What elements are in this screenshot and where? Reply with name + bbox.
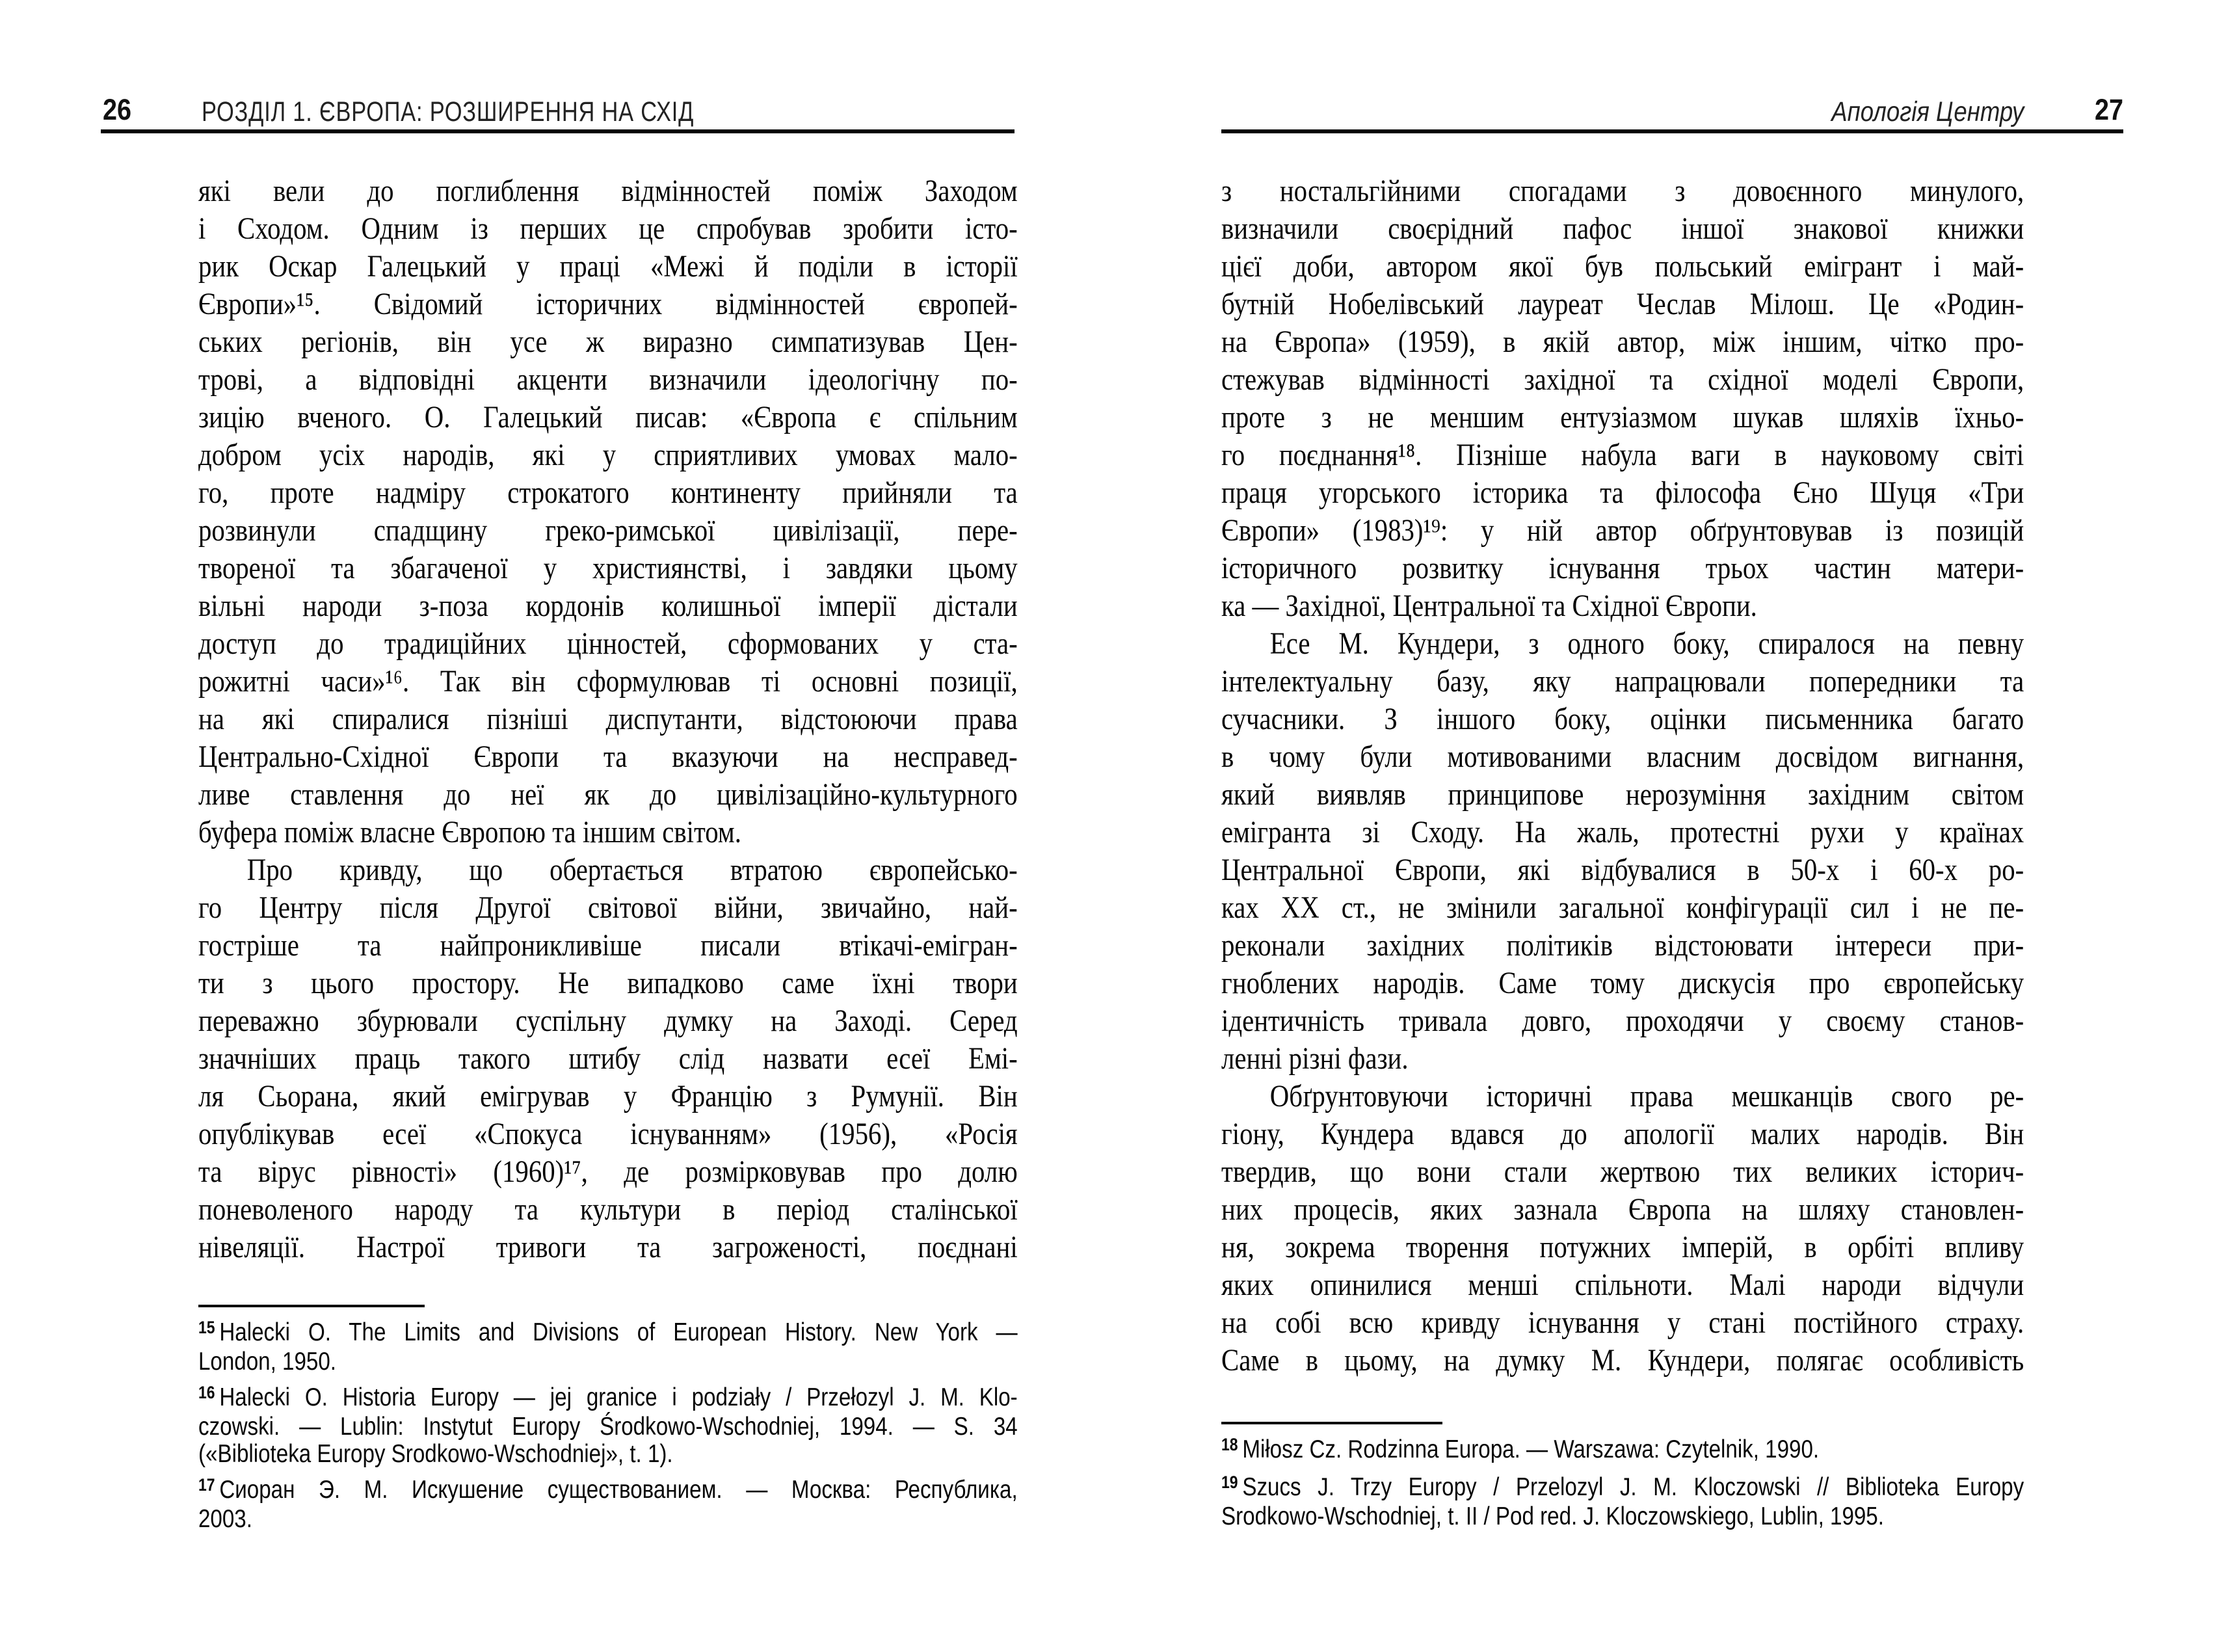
body-line: гіону, Кундера вдався до апології малих народів. Він	[1221, 1117, 2024, 1151]
footnote-line: Srodkowo-Wschodniej, t. II / Pod red. J. Kloczowskiego, Lublin, 1995.	[1221, 1502, 1884, 1530]
footnote	[198, 1384, 1018, 1468]
footnote-separator-left	[198, 1305, 425, 1307]
body-line: буфера поміж власне Європою та іншим світом.	[198, 815, 741, 849]
body-line: проте з не меншим ентузіазмом шукав шляхів їхньо-	[1221, 400, 2024, 434]
running-head-right: Апологія Центру	[1831, 96, 2024, 127]
footnote-line: («Biblioteka Europy Srodkowo-Wschodniej», t. 1).	[198, 1440, 673, 1468]
footnote-number: 18	[1221, 1435, 1238, 1454]
body-line: Європи» (1983)¹⁹: у ній автор обґрунтовував із позицій	[1221, 513, 2024, 548]
body-line: та вірус рівності» (1960)¹⁷, де розмірковував про долю	[198, 1154, 1018, 1189]
body-line: ня, зокрема творення потужних імперій, в орбіті впливу	[1221, 1230, 2024, 1264]
body-line: Центрально-Східної Європи та вказуючи на несправед-	[198, 739, 1018, 774]
body-line: добром усіх народів, які у сприятливих умовах мало-	[198, 438, 1018, 472]
running-head-left: РОЗДІЛ 1. ЄВРОПА: РОЗШИРЕННЯ НА СХІД	[202, 96, 695, 127]
body-line: го, проте надміру строкатого континенту прийняли та	[198, 475, 1018, 510]
body-line: на які спиралися пізніші диспутанти, відстоюючи права	[198, 702, 1018, 736]
body-line: Саме в цьому, на думку М. Кундери, полягає особливість	[1221, 1343, 2024, 1378]
body-line: нівеляції. Настрої тривоги та загроженості, поєднані	[198, 1230, 1018, 1264]
page-number-left: 26	[103, 93, 132, 126]
body-line: них процесів, яких зазнала Європа на шляху становлен-	[1221, 1192, 2024, 1227]
body-line: цієї доби, автором якої був польський емігрант і май-	[1221, 249, 2024, 284]
body-column-right	[1221, 172, 2024, 1379]
body-line: вільні народи з-поза кордонів колишньої імперії дістали	[198, 589, 1018, 623]
footnote-line: $^{15}$ Halecki O. The Limits and Divisions of European History. New York —	[198, 1318, 1018, 1346]
body-line: го Центру після Другої світової війни, звичайно, най-	[198, 890, 1018, 925]
body-line: визначили своєрідний пафос іншої знакової книжки	[1221, 211, 2024, 246]
body-line: ливе ставлення до неї як до цивілізаційно-культурного	[198, 777, 1018, 812]
body-line: з ностальгійними спогадами з довоєнного минулого,	[1221, 174, 2024, 208]
body-line: сучасники. З іншого боку, оцінки письменника багато	[1221, 702, 2024, 736]
body-line: ленні різні фази.	[1221, 1041, 1409, 1076]
body-line: ідентичність тривала довго, проходячи у своєму станов-	[1221, 1004, 2024, 1038]
body-line: ти з цього простору. Не випадково саме їхні твори	[198, 966, 1018, 1000]
body-line: яких опинилися менші спільноти. Малі народи відчули	[1221, 1268, 2024, 1302]
body-line: го поєднання¹⁸. Пізніше набула ваги в науковому світі	[1221, 438, 2024, 472]
body-line: ля Сьорана, який емігрував у Францію з Румунії. Він	[198, 1079, 1018, 1113]
footnote-line: 2003.	[198, 1505, 252, 1533]
body-line: реконали західних політиків відстоювати інтереси при-	[1221, 928, 2024, 963]
body-line: твердив, що вони стали жертвою тих великих історич-	[1221, 1154, 2024, 1189]
footnote-number: 15	[198, 1318, 215, 1337]
header-rule-right	[1221, 129, 2123, 133]
footnote	[1221, 1474, 2024, 1530]
body-line: зицію вченого. О. Галецький писав: «Європа є спільним	[198, 400, 1018, 434]
body-line: в чому були мотивованими власним досвідом вигнання,	[1221, 739, 2024, 774]
footnote-line: $^{18}$ Miłosz Cz. Rodzinna Europa. — Warszawa: Czytelnik, 1990.	[1221, 1435, 1820, 1463]
footnote-separator-right	[1221, 1422, 1442, 1424]
footnote	[1221, 1436, 2024, 1465]
body-line: ських регіонів, він усе ж виразно симпатизував Цен-	[198, 325, 1018, 359]
footnotes-right	[1221, 1436, 2024, 1530]
body-line: Есе М. Кундери, з одного боку, спиралося на певну	[1269, 626, 2024, 661]
header-rule-left	[101, 129, 1015, 133]
footnote-number: 19	[1221, 1472, 1238, 1492]
body-line: історичного розвитку існування трьох частин матери-	[1221, 551, 2024, 585]
body-line: поневоленого народу та культури в період сталінської	[198, 1192, 1018, 1227]
body-line: Обґрунтовуючи історичні права мешканців свого ре-	[1269, 1079, 2024, 1113]
footnote-line: London, 1950.	[198, 1348, 336, 1376]
body-column-left	[198, 172, 1018, 1266]
body-line: стежував відмінності західної та східної моделі Європи,	[1221, 362, 2024, 397]
body-line: рик Оскар Галецький у праці «Межі й поділи в історії	[198, 249, 1018, 284]
body-line: бутній Нобелівський лауреат Чеслав Мілош. Це «Родин-	[1221, 287, 2024, 321]
footnote-number: 17	[198, 1475, 215, 1495]
footnote	[198, 1319, 1018, 1376]
body-line: переважно збурювали суспільну думку на Заході. Серед	[198, 1004, 1018, 1038]
body-line: значніших праць такого штибу слід назвати есеї Емі-	[198, 1041, 1018, 1076]
footnote-line: $^{19}$ Szucs J. Trzy Europy / Przelozyl J. M. Kloczowski // Biblioteka Europy	[1221, 1472, 2024, 1501]
body-line: праця угорського історика та філософа Єно Шуця «Три	[1221, 475, 2024, 510]
footnote	[198, 1476, 1018, 1533]
page-number-right: 27	[2094, 93, 2123, 126]
body-line: ках ХХ ст., не змінили загальної конфігурації сил і не пе-	[1221, 890, 2024, 925]
body-line: Про кривду, що обертається втратою європейсько-	[246, 853, 1018, 887]
body-line: Центральної Європи, які відбувалися в 50-х і 60-х ро-	[1221, 853, 2024, 887]
footnotes-left	[198, 1319, 1018, 1533]
body-line: на собі всю кривду існування у стані постійного страху.	[1221, 1305, 2024, 1340]
body-line: опублікував есеї «Спокуса існуванням» (1956), «Росія	[198, 1117, 1018, 1151]
body-line: інтелектуальну базу, яку напрацювали попередники та	[1221, 664, 2024, 699]
body-line: твореної та збагаченої у християнстві, і завдяки цьому	[198, 551, 1018, 585]
body-line: гостріше та найпроникливіше писали втікачі-емігран-	[198, 928, 1018, 963]
body-line: доступ до традиційних цінностей, сформованих у ста-	[198, 626, 1018, 661]
body-line: емігранта зі Сходу. На жаль, протестні рухи у країнах	[1221, 815, 2024, 849]
body-line: трові, а відповідні акценти визначили ідеологічну по-	[198, 362, 1018, 397]
footnote-number: 16	[198, 1383, 215, 1402]
body-line: які вели до поглиблення відмінностей поміж Заходом	[198, 174, 1018, 208]
body-line: який виявляв принципове нерозуміння західним світом	[1221, 777, 2024, 812]
body-line: розвинули спадщину греко-римської цивілізації, пере-	[198, 513, 1018, 548]
body-line: рожитні часи»¹⁶. Так він сформулював ті основні позиції,	[198, 664, 1018, 699]
body-line: і Сходом. Одним із перших це спробував зробити істо-	[198, 211, 1018, 246]
footnote-line: $^{17}$ Сиоран Э. М. Искушение существованием. — Москва: Республика,	[198, 1475, 1018, 1504]
body-line: Європи»¹⁵. Свідомий історичних відмінностей європей-	[198, 287, 1018, 321]
footnote-line: $^{16}$ Halecki O. Historia Europy — jej granice i podziały / Przełozyl J. M. Klo-	[198, 1383, 1018, 1411]
body-line: ка — Західної, Центральної та Східної Європи.	[1221, 589, 1757, 623]
body-line: гноблених народів. Саме тому дискусія про європейську	[1221, 966, 2024, 1000]
footnote-line: czowski. — Lublin: Instytut Europy Środkowo-Wschodniej, 1994. — S. 34	[198, 1413, 1018, 1441]
body-line: на Європа» (1959), в якій автор, між іншим, чітко про-	[1221, 325, 2024, 359]
